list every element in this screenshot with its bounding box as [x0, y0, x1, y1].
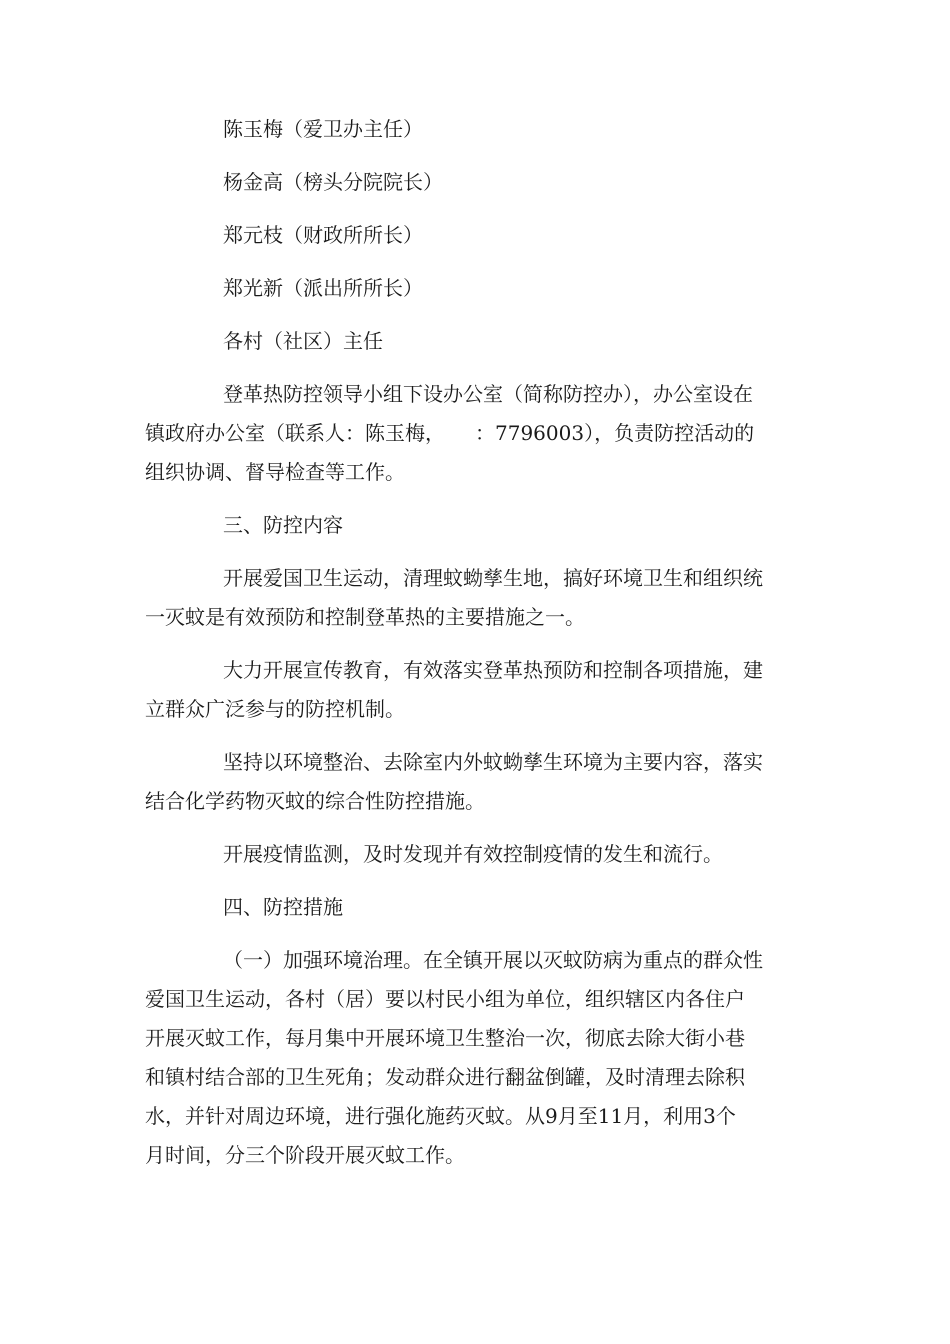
paragraph-line: 镇政府办公室（联系人：陈玉梅， ：7796003），负责防控活动的: [145, 421, 755, 445]
content-paragraph: [145, 651, 810, 729]
paragraph-line: 立群众广泛参与的防控机制。: [145, 697, 405, 721]
paragraph-line: 水，并针对周边环境，进行强化施药灭蚊。从9月至11月，利用3个: [145, 1104, 736, 1128]
content-paragraph: [145, 835, 810, 874]
paragraph-line: 坚持以环境整治、去除室内外蚊蚴孳生环境为主要内容，落实: [223, 750, 763, 774]
paragraph-line: 组织协调、督导检查等工作。: [145, 460, 405, 484]
paragraph-line: 月时间，分三个阶段开展灭蚊工作。: [145, 1143, 465, 1167]
paragraph-line: 开展疫情监测，及时发现并有效控制疫情的发生和流行。: [223, 842, 723, 866]
member-line: 各村（社区）主任: [223, 329, 383, 353]
paragraph-line: 登革热防控领导小组下设办公室（简称防控办），办公室设在: [223, 382, 753, 406]
paragraph-line: 结合化学药物灭蚊的综合性防控措施。: [145, 789, 485, 813]
section-heading: 三、防控内容: [223, 513, 343, 537]
office-paragraph: [145, 375, 810, 492]
paragraph-line: 开展爱国卫生运动，清理蚊蚴孳生地，搞好环境卫生和组织统: [223, 566, 763, 590]
paragraph-line: 开展灭蚊工作，每月集中开展环境卫生整治一次，彻底去除大街小巷: [145, 1026, 745, 1050]
paragraph-line: （一）加强环境治理。在全镇开展以灭蚊防病为重点的群众性: [223, 948, 763, 972]
paragraph-line: 大力开展宣传教育，有效落实登革热预防和控制各项措施，建: [223, 658, 763, 682]
section-heading: 四、防控措施: [223, 895, 343, 919]
member-line: 杨金高（榜头分院院长）: [223, 170, 443, 194]
paragraph-line: 和镇村结合部的卫生死角；发动群众进行翻盆倒罐，及时清理去除积: [145, 1065, 745, 1089]
paragraph-line: 爱国卫生运动，各村（居）要以村民小组为单位，组织辖区内各住户: [145, 987, 745, 1011]
member-line: 郑光新（派出所所长）: [223, 276, 423, 300]
member-line: 郑元枝（财政所所长）: [223, 223, 423, 247]
content-paragraph: [145, 559, 810, 637]
content-paragraph: [145, 743, 810, 821]
document-body: [145, 110, 810, 1175]
paragraph-line: 一灭蚊是有效预防和控制登革热的主要措施之一。: [145, 605, 585, 629]
measures-paragraph: [145, 941, 810, 1175]
member-line: 陈玉梅（爱卫办主任）: [223, 117, 423, 141]
